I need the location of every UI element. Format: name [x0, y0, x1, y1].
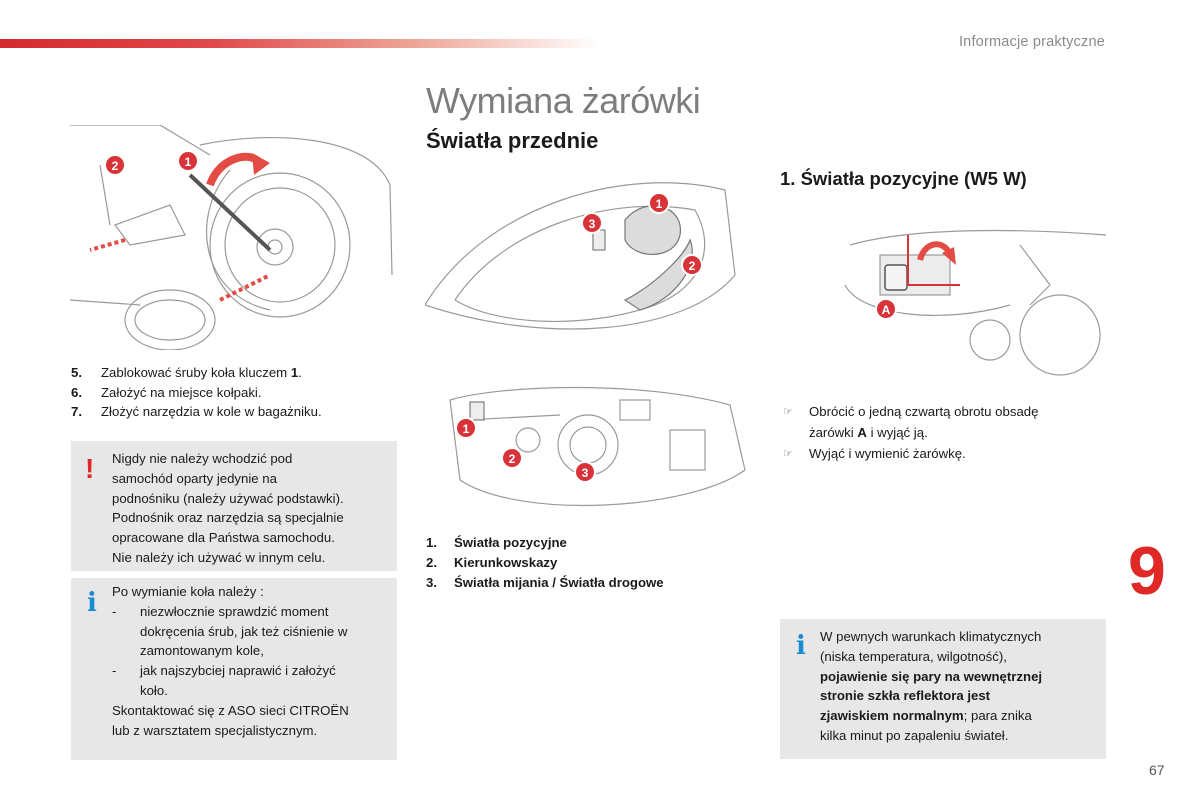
warning-box [71, 441, 397, 571]
callout-2-label: 2 [111, 159, 119, 173]
info-icon: i [87, 588, 97, 618]
section-heading-position-lights: 1. Światła pozycyjne (W5 W) [780, 168, 1027, 189]
info-box-wheel [71, 578, 397, 760]
page-title: Wymiana żarówki [426, 80, 701, 121]
instruction-item: ☞ Obrócić o jedną czwartą obrotu obsadę żarówki A i wyjąć ją. [783, 401, 1103, 443]
legend-item: 1. Światła pozycyjne [426, 535, 567, 550]
info-icon: i [796, 631, 806, 661]
warning-icon: ! [85, 453, 95, 484]
warning-text: Nigdy nie należy wchodzić pod samochód oparty jedynie na podnośniku (należy używać podstawki). Podnośnik oraz narzędzia są specjalnie opracowane dla Państwa samochodu. Nie należy ich używać w innym celu. [112, 451, 344, 565]
callout-2-label: 2 [508, 452, 516, 466]
headlight-front-illustration [425, 165, 745, 350]
step-item: 5. Zablokować śruby koła kluczem 1. [71, 365, 302, 380]
info-box-wheel-text: Po wymianie koła należy : - niezwłocznie sprawdzić moment dokręcenia śrub, jak też ciśnienie w zamontowanym kole, - jak najszybciej naprawić i założyć koło. Skontaktować się z ASO sieci CITROËN lub z warsztatem specjalistycznym. [112, 584, 349, 738]
hand-pointer-icon: ☞ [783, 406, 793, 418]
step-item: 7. Złożyć narzędzia w kole w bagażniku. [71, 404, 322, 419]
headlight-legend [426, 533, 664, 593]
hand-pointer-icon: ☞ [783, 448, 793, 460]
headlight-unit-illustration [440, 380, 750, 520]
callout-1-label: 1 [462, 422, 470, 436]
callout-a-label: A [881, 303, 891, 317]
callout-2-label: 2 [688, 259, 696, 273]
info-box-condensation-text: W pewnych warunkach klimatycznych (niska temperatura, wilgotność), pojawienie się pary na wewnętrznej stronie szkła reflektora jest zjawiskiem normalnym; para znika kilka minut po zapaleniu świateł. [820, 629, 1043, 743]
bulb-holder-illustration [840, 225, 1106, 383]
step-item: 6. Założyć na miejsce kołpaki. [71, 384, 262, 400]
callout-1-label: 1 [184, 155, 192, 169]
callout-1-label: 1 [655, 197, 663, 211]
section-title: Informacje praktyczne [958, 34, 1105, 50]
wheel-change-illustration [70, 125, 400, 350]
info-box-condensation [780, 619, 1106, 759]
page-subtitle: Światła przednie [426, 128, 599, 153]
page-number: 67 [1149, 762, 1165, 778]
instruction-item: ☞ Wyjąć i wymienić żarówkę. [783, 443, 1103, 465]
callout-3-label: 3 [581, 466, 589, 480]
legend-item: 3. Światła mijania / Światła drogowe [426, 575, 664, 590]
chapter-number: 9 [1128, 533, 1166, 609]
legend-item: 2. Kierunkowskazy [426, 555, 558, 570]
callout-3-label: 3 [588, 217, 596, 231]
steps-list [71, 363, 322, 422]
header-accent-bar [0, 39, 600, 48]
bulb-instructions [783, 401, 1103, 465]
